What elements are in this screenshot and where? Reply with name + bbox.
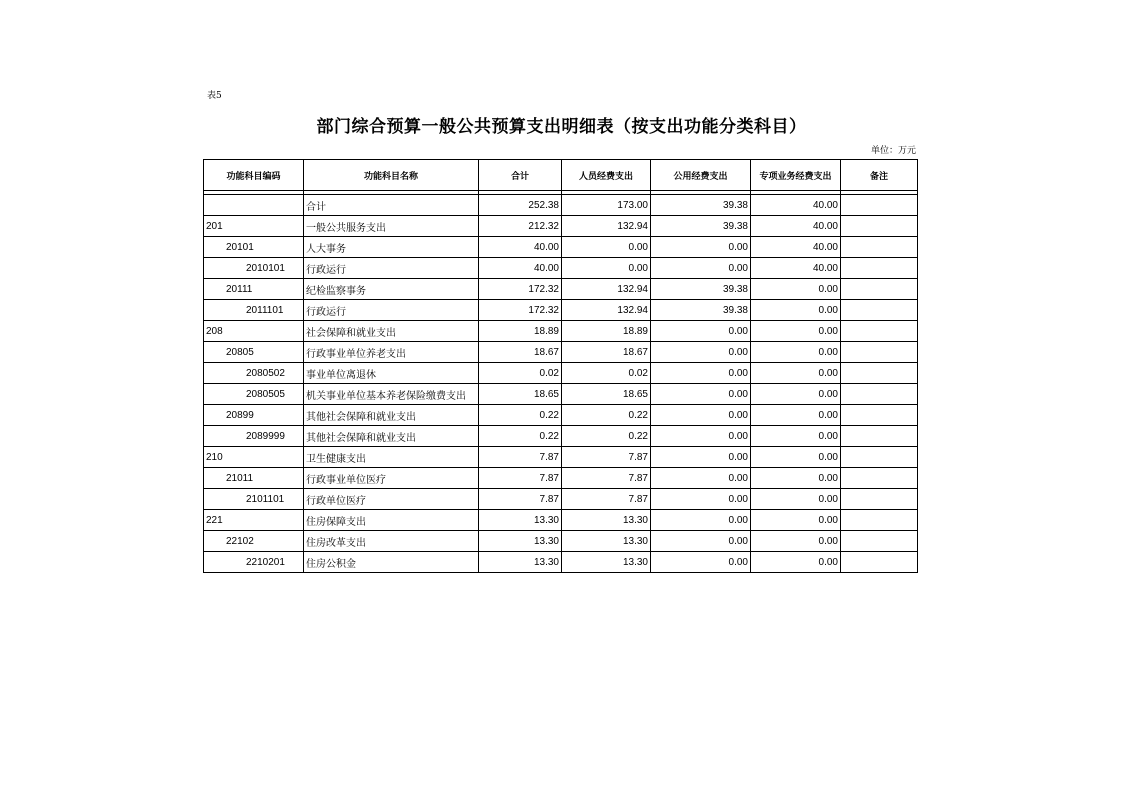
public-cell: 0.00 bbox=[651, 468, 751, 489]
special-cell: 0.00 bbox=[751, 279, 841, 300]
name-cell: 合计 bbox=[304, 195, 479, 216]
public-cell: 0.00 bbox=[651, 531, 751, 552]
public-cell: 0.00 bbox=[651, 237, 751, 258]
personnel-cell: 13.30 bbox=[562, 510, 651, 531]
personnel-cell: 173.00 bbox=[562, 195, 651, 216]
total-cell: 0.22 bbox=[479, 426, 562, 447]
total-cell: 18.89 bbox=[479, 321, 562, 342]
name-cell: 行政事业单位养老支出 bbox=[304, 342, 479, 363]
total-cell: 172.32 bbox=[479, 300, 562, 321]
personnel-cell: 132.94 bbox=[562, 279, 651, 300]
note-cell bbox=[841, 405, 918, 426]
table-body bbox=[204, 191, 918, 573]
table-row bbox=[204, 237, 918, 258]
code-cell: 201 bbox=[204, 216, 304, 237]
note-cell bbox=[841, 531, 918, 552]
personnel-cell: 0.00 bbox=[562, 258, 651, 279]
code-cell: 2080505 bbox=[204, 384, 304, 405]
code-cell: 22102 bbox=[204, 531, 304, 552]
public-cell: 39.38 bbox=[651, 279, 751, 300]
name-cell: 其他社会保障和就业支出 bbox=[304, 405, 479, 426]
table-row bbox=[204, 531, 918, 552]
name-cell: 事业单位离退休 bbox=[304, 363, 479, 384]
special-cell: 0.00 bbox=[751, 321, 841, 342]
note-cell bbox=[841, 279, 918, 300]
personnel-cell: 7.87 bbox=[562, 447, 651, 468]
table-label: 表5 bbox=[207, 91, 222, 101]
special-cell: 40.00 bbox=[751, 195, 841, 216]
personnel-cell: 0.22 bbox=[562, 426, 651, 447]
code-cell: 20101 bbox=[204, 237, 304, 258]
total-cell: 212.32 bbox=[479, 216, 562, 237]
name-cell: 行政运行 bbox=[304, 300, 479, 321]
code-cell: 2080502 bbox=[204, 363, 304, 384]
public-cell: 39.38 bbox=[651, 300, 751, 321]
code-cell: 210 bbox=[204, 447, 304, 468]
table-row bbox=[204, 195, 918, 216]
total-cell: 0.02 bbox=[479, 363, 562, 384]
public-cell: 0.00 bbox=[651, 384, 751, 405]
name-cell: 其他社会保障和就业支出 bbox=[304, 426, 479, 447]
header-public: 公用经费支出 bbox=[651, 160, 751, 191]
personnel-cell: 13.30 bbox=[562, 552, 651, 573]
special-cell: 0.00 bbox=[751, 363, 841, 384]
code-cell: 2210201 bbox=[204, 552, 304, 573]
table-row bbox=[204, 468, 918, 489]
public-cell: 0.00 bbox=[651, 489, 751, 510]
note-cell bbox=[841, 321, 918, 342]
budget-table bbox=[203, 159, 918, 573]
table-row bbox=[204, 363, 918, 384]
special-cell: 0.00 bbox=[751, 426, 841, 447]
personnel-cell: 18.89 bbox=[562, 321, 651, 342]
name-cell: 行政事业单位医疗 bbox=[304, 468, 479, 489]
name-cell: 一般公共服务支出 bbox=[304, 216, 479, 237]
code-cell: 208 bbox=[204, 321, 304, 342]
table-row bbox=[204, 279, 918, 300]
note-cell bbox=[841, 216, 918, 237]
special-cell: 0.00 bbox=[751, 468, 841, 489]
name-cell: 行政运行 bbox=[304, 258, 479, 279]
header-special: 专项业务经费支出 bbox=[751, 160, 841, 191]
table-row bbox=[204, 216, 918, 237]
code-cell: 2011101 bbox=[204, 300, 304, 321]
public-cell: 0.00 bbox=[651, 342, 751, 363]
public-cell: 0.00 bbox=[651, 552, 751, 573]
note-cell bbox=[841, 363, 918, 384]
name-cell: 社会保障和就业支出 bbox=[304, 321, 479, 342]
header-row bbox=[204, 160, 918, 191]
total-cell: 40.00 bbox=[479, 258, 562, 279]
total-cell: 7.87 bbox=[479, 468, 562, 489]
note-cell bbox=[841, 552, 918, 573]
note-cell bbox=[841, 510, 918, 531]
note-cell bbox=[841, 342, 918, 363]
total-cell: 252.38 bbox=[479, 195, 562, 216]
code-cell: 21011 bbox=[204, 468, 304, 489]
public-cell: 0.00 bbox=[651, 363, 751, 384]
total-cell: 7.87 bbox=[479, 447, 562, 468]
personnel-cell: 13.30 bbox=[562, 531, 651, 552]
total-cell: 18.67 bbox=[479, 342, 562, 363]
code-cell: 221 bbox=[204, 510, 304, 531]
total-cell: 40.00 bbox=[479, 237, 562, 258]
table-row bbox=[204, 426, 918, 447]
page-title: 部门综合预算一般公共预算支出明细表（按支出功能分类科目） bbox=[316, 117, 807, 137]
special-cell: 40.00 bbox=[751, 237, 841, 258]
table-row bbox=[204, 342, 918, 363]
table-row bbox=[204, 510, 918, 531]
table-row bbox=[204, 300, 918, 321]
public-cell: 0.00 bbox=[651, 447, 751, 468]
total-cell: 0.22 bbox=[479, 405, 562, 426]
personnel-cell: 132.94 bbox=[562, 300, 651, 321]
table-row bbox=[204, 552, 918, 573]
table-row bbox=[204, 447, 918, 468]
public-cell: 0.00 bbox=[651, 510, 751, 531]
total-cell: 7.87 bbox=[479, 489, 562, 510]
note-cell bbox=[841, 195, 918, 216]
special-cell: 0.00 bbox=[751, 531, 841, 552]
name-cell: 住房改革支出 bbox=[304, 531, 479, 552]
special-cell: 40.00 bbox=[751, 258, 841, 279]
special-cell: 0.00 bbox=[751, 405, 841, 426]
total-cell: 13.30 bbox=[479, 531, 562, 552]
code-cell: 2101101 bbox=[204, 489, 304, 510]
total-cell: 13.30 bbox=[479, 510, 562, 531]
personnel-cell: 0.00 bbox=[562, 237, 651, 258]
note-cell bbox=[841, 384, 918, 405]
code-cell bbox=[204, 195, 304, 216]
total-cell: 172.32 bbox=[479, 279, 562, 300]
personnel-cell: 0.02 bbox=[562, 363, 651, 384]
special-cell: 0.00 bbox=[751, 552, 841, 573]
name-cell: 行政单位医疗 bbox=[304, 489, 479, 510]
table-row bbox=[204, 321, 918, 342]
name-cell: 卫生健康支出 bbox=[304, 447, 479, 468]
note-cell bbox=[841, 426, 918, 447]
special-cell: 0.00 bbox=[751, 300, 841, 321]
header-total: 合计 bbox=[479, 160, 562, 191]
personnel-cell: 18.67 bbox=[562, 342, 651, 363]
code-cell: 20899 bbox=[204, 405, 304, 426]
header-name: 功能科目名称 bbox=[304, 160, 479, 191]
name-cell: 住房公积金 bbox=[304, 552, 479, 573]
table-row bbox=[204, 258, 918, 279]
personnel-cell: 7.87 bbox=[562, 468, 651, 489]
special-cell: 0.00 bbox=[751, 489, 841, 510]
table-row bbox=[204, 489, 918, 510]
total-cell: 18.65 bbox=[479, 384, 562, 405]
name-cell: 人大事务 bbox=[304, 237, 479, 258]
name-cell: 住房保障支出 bbox=[304, 510, 479, 531]
public-cell: 0.00 bbox=[651, 321, 751, 342]
special-cell: 0.00 bbox=[751, 342, 841, 363]
public-cell: 0.00 bbox=[651, 405, 751, 426]
note-cell bbox=[841, 447, 918, 468]
note-cell bbox=[841, 489, 918, 510]
name-cell: 机关事业单位基本养老保险缴费支出 bbox=[304, 384, 479, 405]
public-cell: 0.00 bbox=[651, 258, 751, 279]
special-cell: 0.00 bbox=[751, 510, 841, 531]
name-cell: 纪检监察事务 bbox=[304, 279, 479, 300]
code-cell: 20805 bbox=[204, 342, 304, 363]
code-cell: 2010101 bbox=[204, 258, 304, 279]
special-cell: 0.00 bbox=[751, 447, 841, 468]
special-cell: 40.00 bbox=[751, 216, 841, 237]
personnel-cell: 132.94 bbox=[562, 216, 651, 237]
note-cell bbox=[841, 300, 918, 321]
public-cell: 0.00 bbox=[651, 426, 751, 447]
total-cell: 13.30 bbox=[479, 552, 562, 573]
table-row bbox=[204, 405, 918, 426]
note-cell bbox=[841, 237, 918, 258]
note-cell bbox=[841, 468, 918, 489]
note-cell bbox=[841, 258, 918, 279]
unit-label: 单位：万元 bbox=[870, 146, 916, 156]
personnel-cell: 0.22 bbox=[562, 405, 651, 426]
header-code: 功能科目编码 bbox=[204, 160, 304, 191]
public-cell: 39.38 bbox=[651, 195, 751, 216]
header-note: 备注 bbox=[841, 160, 918, 191]
public-cell: 39.38 bbox=[651, 216, 751, 237]
special-cell: 0.00 bbox=[751, 384, 841, 405]
personnel-cell: 7.87 bbox=[562, 489, 651, 510]
code-cell: 20111 bbox=[204, 279, 304, 300]
personnel-cell: 18.65 bbox=[562, 384, 651, 405]
table-row bbox=[204, 384, 918, 405]
code-cell: 2089999 bbox=[204, 426, 304, 447]
header-personnel: 人员经费支出 bbox=[562, 160, 651, 191]
